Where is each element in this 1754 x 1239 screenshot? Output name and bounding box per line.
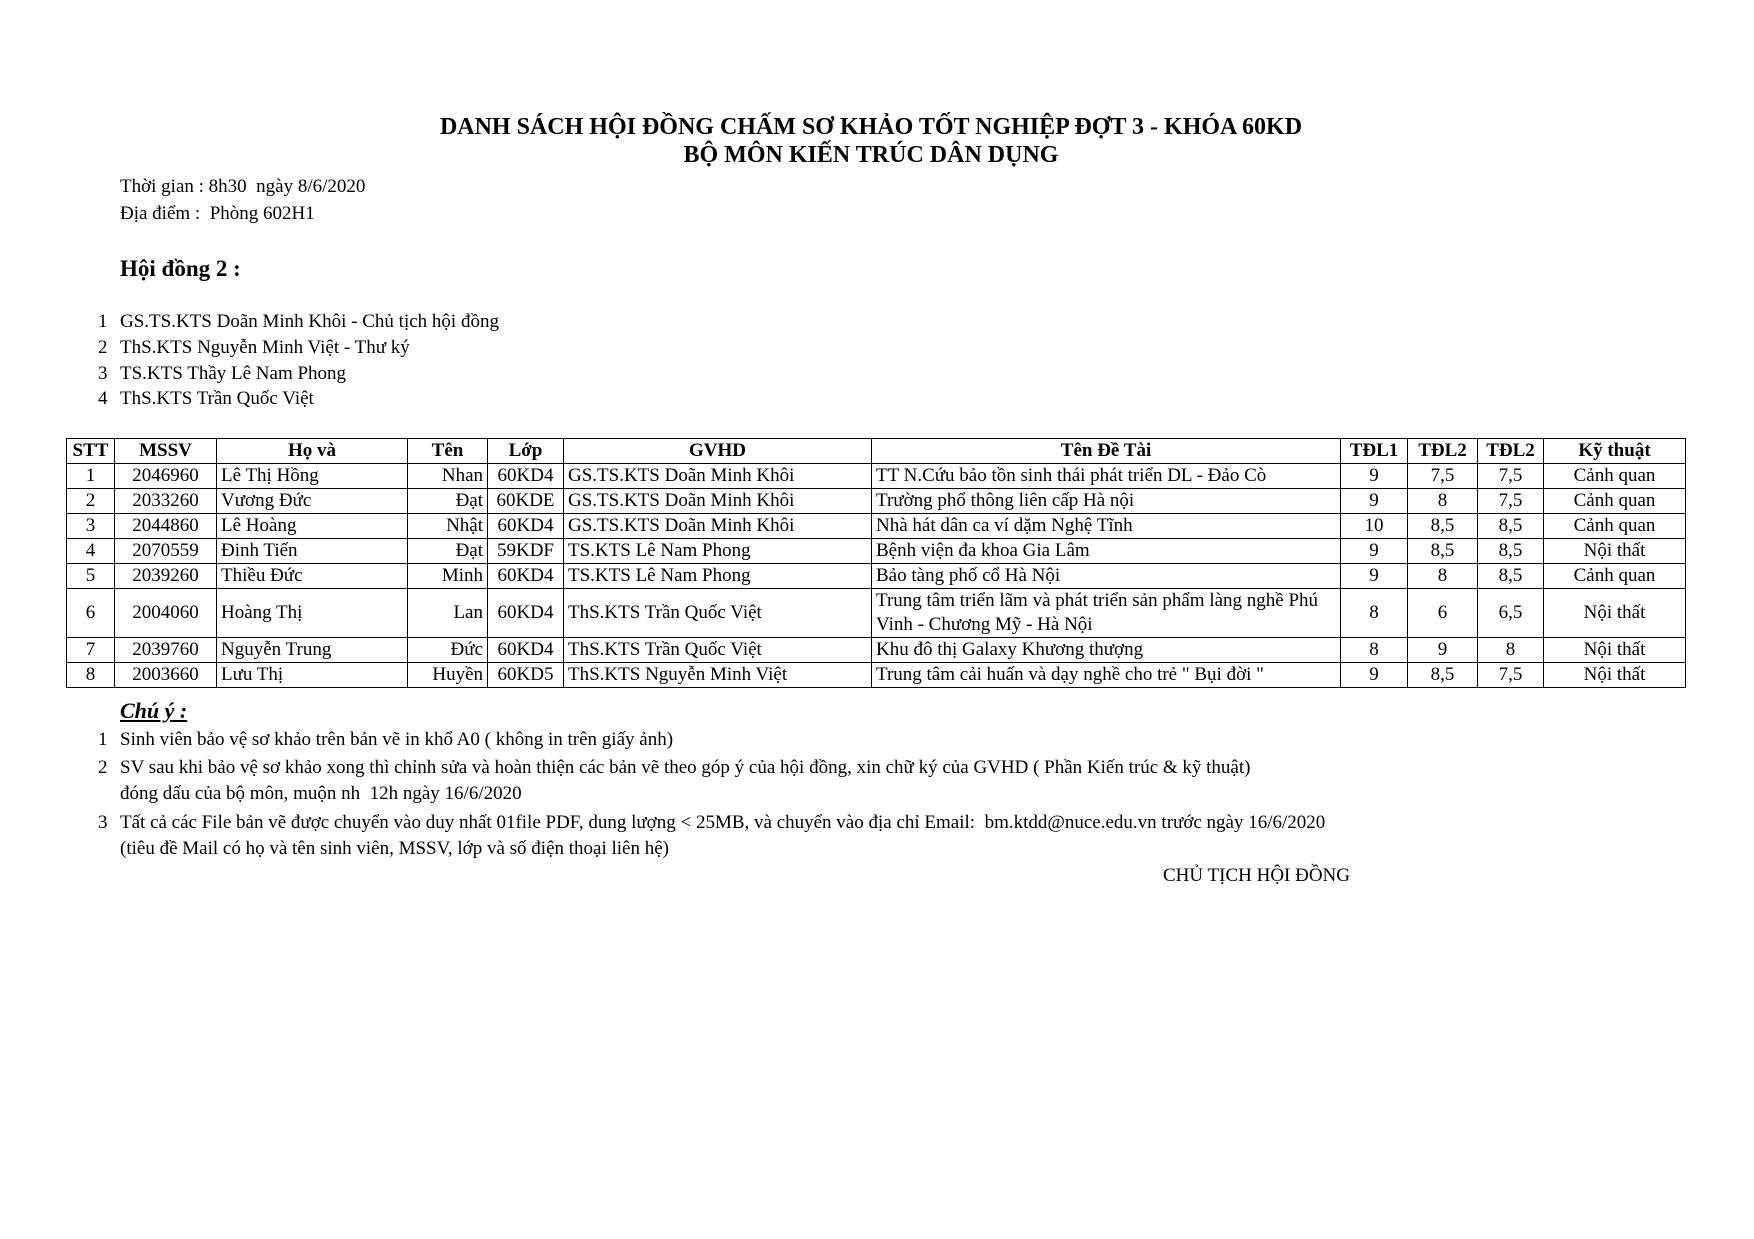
cell-gvhd: ThS.KTS Trần Quốc Việt — [564, 589, 872, 638]
cell-ky-thuat: Nội thất — [1544, 539, 1686, 564]
cell-lop: 59KDF — [488, 539, 564, 564]
member-number: 2 — [98, 337, 108, 358]
cell-stt: 3 — [67, 514, 115, 539]
note-item — [98, 728, 673, 752]
cell-gvhd: GS.TS.KTS Doãn Minh Khôi — [564, 514, 872, 539]
header-ho: Họ và — [217, 439, 408, 464]
cell-mssv: 2070559 — [115, 539, 217, 564]
cell-lop: 60KDE — [488, 489, 564, 514]
council-member — [98, 387, 314, 411]
cell-stt: 5 — [67, 564, 115, 589]
cell-gvhd: GS.TS.KTS Doãn Minh Khôi — [564, 489, 872, 514]
cell-ho: Nguyễn Trung — [217, 638, 408, 663]
cell-de-tai: Bệnh viện đa khoa Gia Lâm — [872, 539, 1341, 564]
cell-ho: Lê Thị Hồng — [217, 464, 408, 489]
cell-stt: 2 — [67, 489, 115, 514]
cell-tdl2: 8,5 — [1408, 514, 1478, 539]
cell-mssv: 2044860 — [115, 514, 217, 539]
note-number: 2 — [98, 757, 108, 778]
cell-gvhd: TS.KTS Lê Nam Phong — [564, 539, 872, 564]
table-row — [67, 464, 1686, 489]
member-number: 3 — [98, 363, 108, 384]
council-member — [98, 310, 499, 334]
cell-mssv: 2039760 — [115, 638, 217, 663]
header-mssv: MSSV — [115, 439, 217, 464]
cell-ten: Lan — [408, 589, 488, 638]
table-row — [67, 539, 1686, 564]
cell-tdl2: 8 — [1408, 564, 1478, 589]
department-title: BỘ MÔN KIẾN TRÚC DÂN DỤNG — [683, 142, 1059, 168]
note-number: 3 — [98, 812, 108, 833]
note-item — [98, 811, 1325, 835]
cell-stt: 7 — [67, 638, 115, 663]
council-heading: Hội đồng 2 : — [120, 256, 241, 281]
cell-tdl3: 7,5 — [1478, 464, 1544, 489]
cell-de-tai: TT N.Cứu bảo tồn sinh thái phát triển DL - Đảo Cò — [872, 464, 1341, 489]
header-tdl3: TĐL2 — [1478, 439, 1544, 464]
cell-tdl1: 8 — [1341, 589, 1408, 638]
member-number: 1 — [98, 311, 108, 332]
member-number: 4 — [98, 388, 108, 409]
cell-ho: Vương Đức — [217, 489, 408, 514]
cell-ten: Nhật — [408, 514, 488, 539]
header-de-tai: Tên Đề Tài — [872, 439, 1341, 464]
student-table — [66, 438, 1686, 688]
cell-tdl2: 7,5 — [1408, 464, 1478, 489]
notes-heading: Chú ý : — [120, 698, 188, 723]
note-item — [98, 756, 1250, 780]
cell-ho: Lưu Thị — [217, 663, 408, 688]
member-name: TS.KTS Thầy Lê Nam Phong — [120, 363, 347, 384]
note-text-continued: đóng dấu của bộ môn, muộn nh 12h ngày 16/6/2020 — [120, 783, 522, 804]
cell-tdl3: 6,5 — [1478, 589, 1544, 638]
cell-ky-thuat: Cảnh quan — [1544, 464, 1686, 489]
cell-lop: 60KD4 — [488, 514, 564, 539]
cell-lop: 60KD4 — [488, 464, 564, 489]
cell-ho: Đinh Tiến — [217, 539, 408, 564]
cell-tdl3: 7,5 — [1478, 489, 1544, 514]
cell-de-tai: Khu đô thị Galaxy Khương thượng — [872, 638, 1341, 663]
time-info: Thời gian : 8h30 ngày 8/6/2020 — [120, 176, 366, 197]
member-name: ThS.KTS Trần Quốc Việt — [120, 388, 314, 409]
header-gvhd: GVHD — [564, 439, 872, 464]
cell-gvhd: ThS.KTS Trần Quốc Việt — [564, 638, 872, 663]
note-text: Sinh viên bảo vệ sơ khảo trên bản vẽ in khổ A0 ( không in trên giấy ảnh) — [120, 729, 674, 750]
cell-ten: Huyền — [408, 663, 488, 688]
cell-de-tai: Bảo tàng phố cổ Hà Nội — [872, 564, 1341, 589]
cell-mssv: 2004060 — [115, 589, 217, 638]
cell-ho: Lê Hoàng — [217, 514, 408, 539]
cell-tdl3: 8,5 — [1478, 539, 1544, 564]
table-row — [67, 564, 1686, 589]
table-row — [67, 514, 1686, 539]
cell-lop: 60KD4 — [488, 638, 564, 663]
cell-ho: Hoàng Thị — [217, 589, 408, 638]
cell-gvhd: GS.TS.KTS Doãn Minh Khôi — [564, 464, 872, 489]
cell-mssv: 2033260 — [115, 489, 217, 514]
cell-ten: Đạt — [408, 539, 488, 564]
header-lop: Lớp — [488, 439, 564, 464]
header-tdl1: TĐL1 — [1341, 439, 1408, 464]
cell-gvhd: TS.KTS Lê Nam Phong — [564, 564, 872, 589]
council-member — [98, 362, 346, 386]
note-text: Tất cả các File bản vẽ được chuyển vào duy nhất 01file PDF, dung lượng < 25MB, và chuyển vào địa chỉ Email: bm.ktdd@nuce.edu.vn trước ngày 16/6/2020 — [120, 812, 1326, 833]
cell-ten: Đức — [408, 638, 488, 663]
cell-tdl1: 8 — [1341, 638, 1408, 663]
cell-de-tai: Trung tâm cải huấn và dạy nghề cho trẻ " Bụi đời " — [872, 663, 1341, 688]
cell-tdl3: 8,5 — [1478, 514, 1544, 539]
table-header-row — [67, 439, 1686, 464]
cell-de-tai: Trường phổ thông liên cấp Hà nội — [872, 489, 1341, 514]
cell-mssv: 2039260 — [115, 564, 217, 589]
cell-tdl1: 9 — [1341, 539, 1408, 564]
header-ten: Tên — [408, 439, 488, 464]
note-number: 1 — [98, 729, 108, 750]
cell-mssv: 2046960 — [115, 464, 217, 489]
signature-label: CHỦ TỊCH HỘI ĐỒNG — [1163, 865, 1351, 886]
cell-tdl2: 6 — [1408, 589, 1478, 638]
cell-tdl2: 8,5 — [1408, 663, 1478, 688]
cell-gvhd: ThS.KTS Nguyễn Minh Việt — [564, 663, 872, 688]
cell-stt: 4 — [67, 539, 115, 564]
cell-lop: 60KD5 — [488, 663, 564, 688]
note-text: SV sau khi bảo vệ sơ khảo xong thì chỉnh sửa và hoàn thiện các bản vẽ theo góp ý của hội đồng, xin chữ ký của GVHD ( Phần Kiến trúc & kỹ thuật) — [120, 757, 1251, 778]
cell-ky-thuat: Nội thất — [1544, 589, 1686, 638]
cell-ky-thuat: Nội thất — [1544, 638, 1686, 663]
cell-stt: 6 — [67, 589, 115, 638]
cell-ky-thuat: Nội thất — [1544, 663, 1686, 688]
cell-stt: 1 — [67, 464, 115, 489]
header-ky-thuat: Kỹ thuật — [1544, 439, 1686, 464]
cell-de-tai: Trung tâm triển lãm và phát triển sản phẩm làng nghề Phú Vinh - Chương Mỹ - Hà Nội — [872, 589, 1341, 638]
note-text-continued: (tiêu đề Mail có họ và tên sinh viên, MSSV, lớp và số điện thoại liên hệ) — [120, 838, 670, 859]
cell-mssv: 2003660 — [115, 663, 217, 688]
member-name: ThS.KTS Nguyễn Minh Việt - Thư ký — [120, 337, 410, 358]
cell-lop: 60KD4 — [488, 589, 564, 638]
cell-de-tai: Nhà hát dân ca ví dặm Nghệ Tĩnh — [872, 514, 1341, 539]
member-name: GS.TS.KTS Doãn Minh Khôi - Chủ tịch hội đồng — [120, 311, 499, 332]
cell-ky-thuat: Cảnh quan — [1544, 489, 1686, 514]
cell-tdl3: 8 — [1478, 638, 1544, 663]
cell-tdl1: 10 — [1341, 514, 1408, 539]
cell-ky-thuat: Cảnh quan — [1544, 564, 1686, 589]
cell-ten: Minh — [408, 564, 488, 589]
cell-tdl3: 7,5 — [1478, 663, 1544, 688]
cell-ky-thuat: Cảnh quan — [1544, 514, 1686, 539]
cell-tdl2: 9 — [1408, 638, 1478, 663]
table-row — [67, 638, 1686, 663]
location-info: Địa điểm : Phòng 602H1 — [120, 203, 315, 224]
table-row — [67, 663, 1686, 688]
cell-ho: Thiều Đức — [217, 564, 408, 589]
cell-tdl1: 9 — [1341, 464, 1408, 489]
cell-tdl1: 9 — [1341, 489, 1408, 514]
cell-stt: 8 — [67, 663, 115, 688]
table-row — [67, 589, 1686, 638]
cell-tdl3: 8,5 — [1478, 564, 1544, 589]
header-stt: STT — [67, 439, 115, 464]
cell-ten: Đạt — [408, 489, 488, 514]
cell-ten: Nhan — [408, 464, 488, 489]
document-title: DANH SÁCH HỘI ĐỒNG CHẤM SƠ KHẢO TỐT NGHIỆP ĐỢT 3 - KHÓA 60KD — [439, 114, 1303, 140]
cell-tdl2: 8,5 — [1408, 539, 1478, 564]
council-member — [98, 336, 410, 360]
cell-tdl1: 9 — [1341, 564, 1408, 589]
table-row — [67, 489, 1686, 514]
cell-lop: 60KD4 — [488, 564, 564, 589]
cell-tdl1: 9 — [1341, 663, 1408, 688]
cell-tdl2: 8 — [1408, 489, 1478, 514]
header-tdl2: TĐL2 — [1408, 439, 1478, 464]
